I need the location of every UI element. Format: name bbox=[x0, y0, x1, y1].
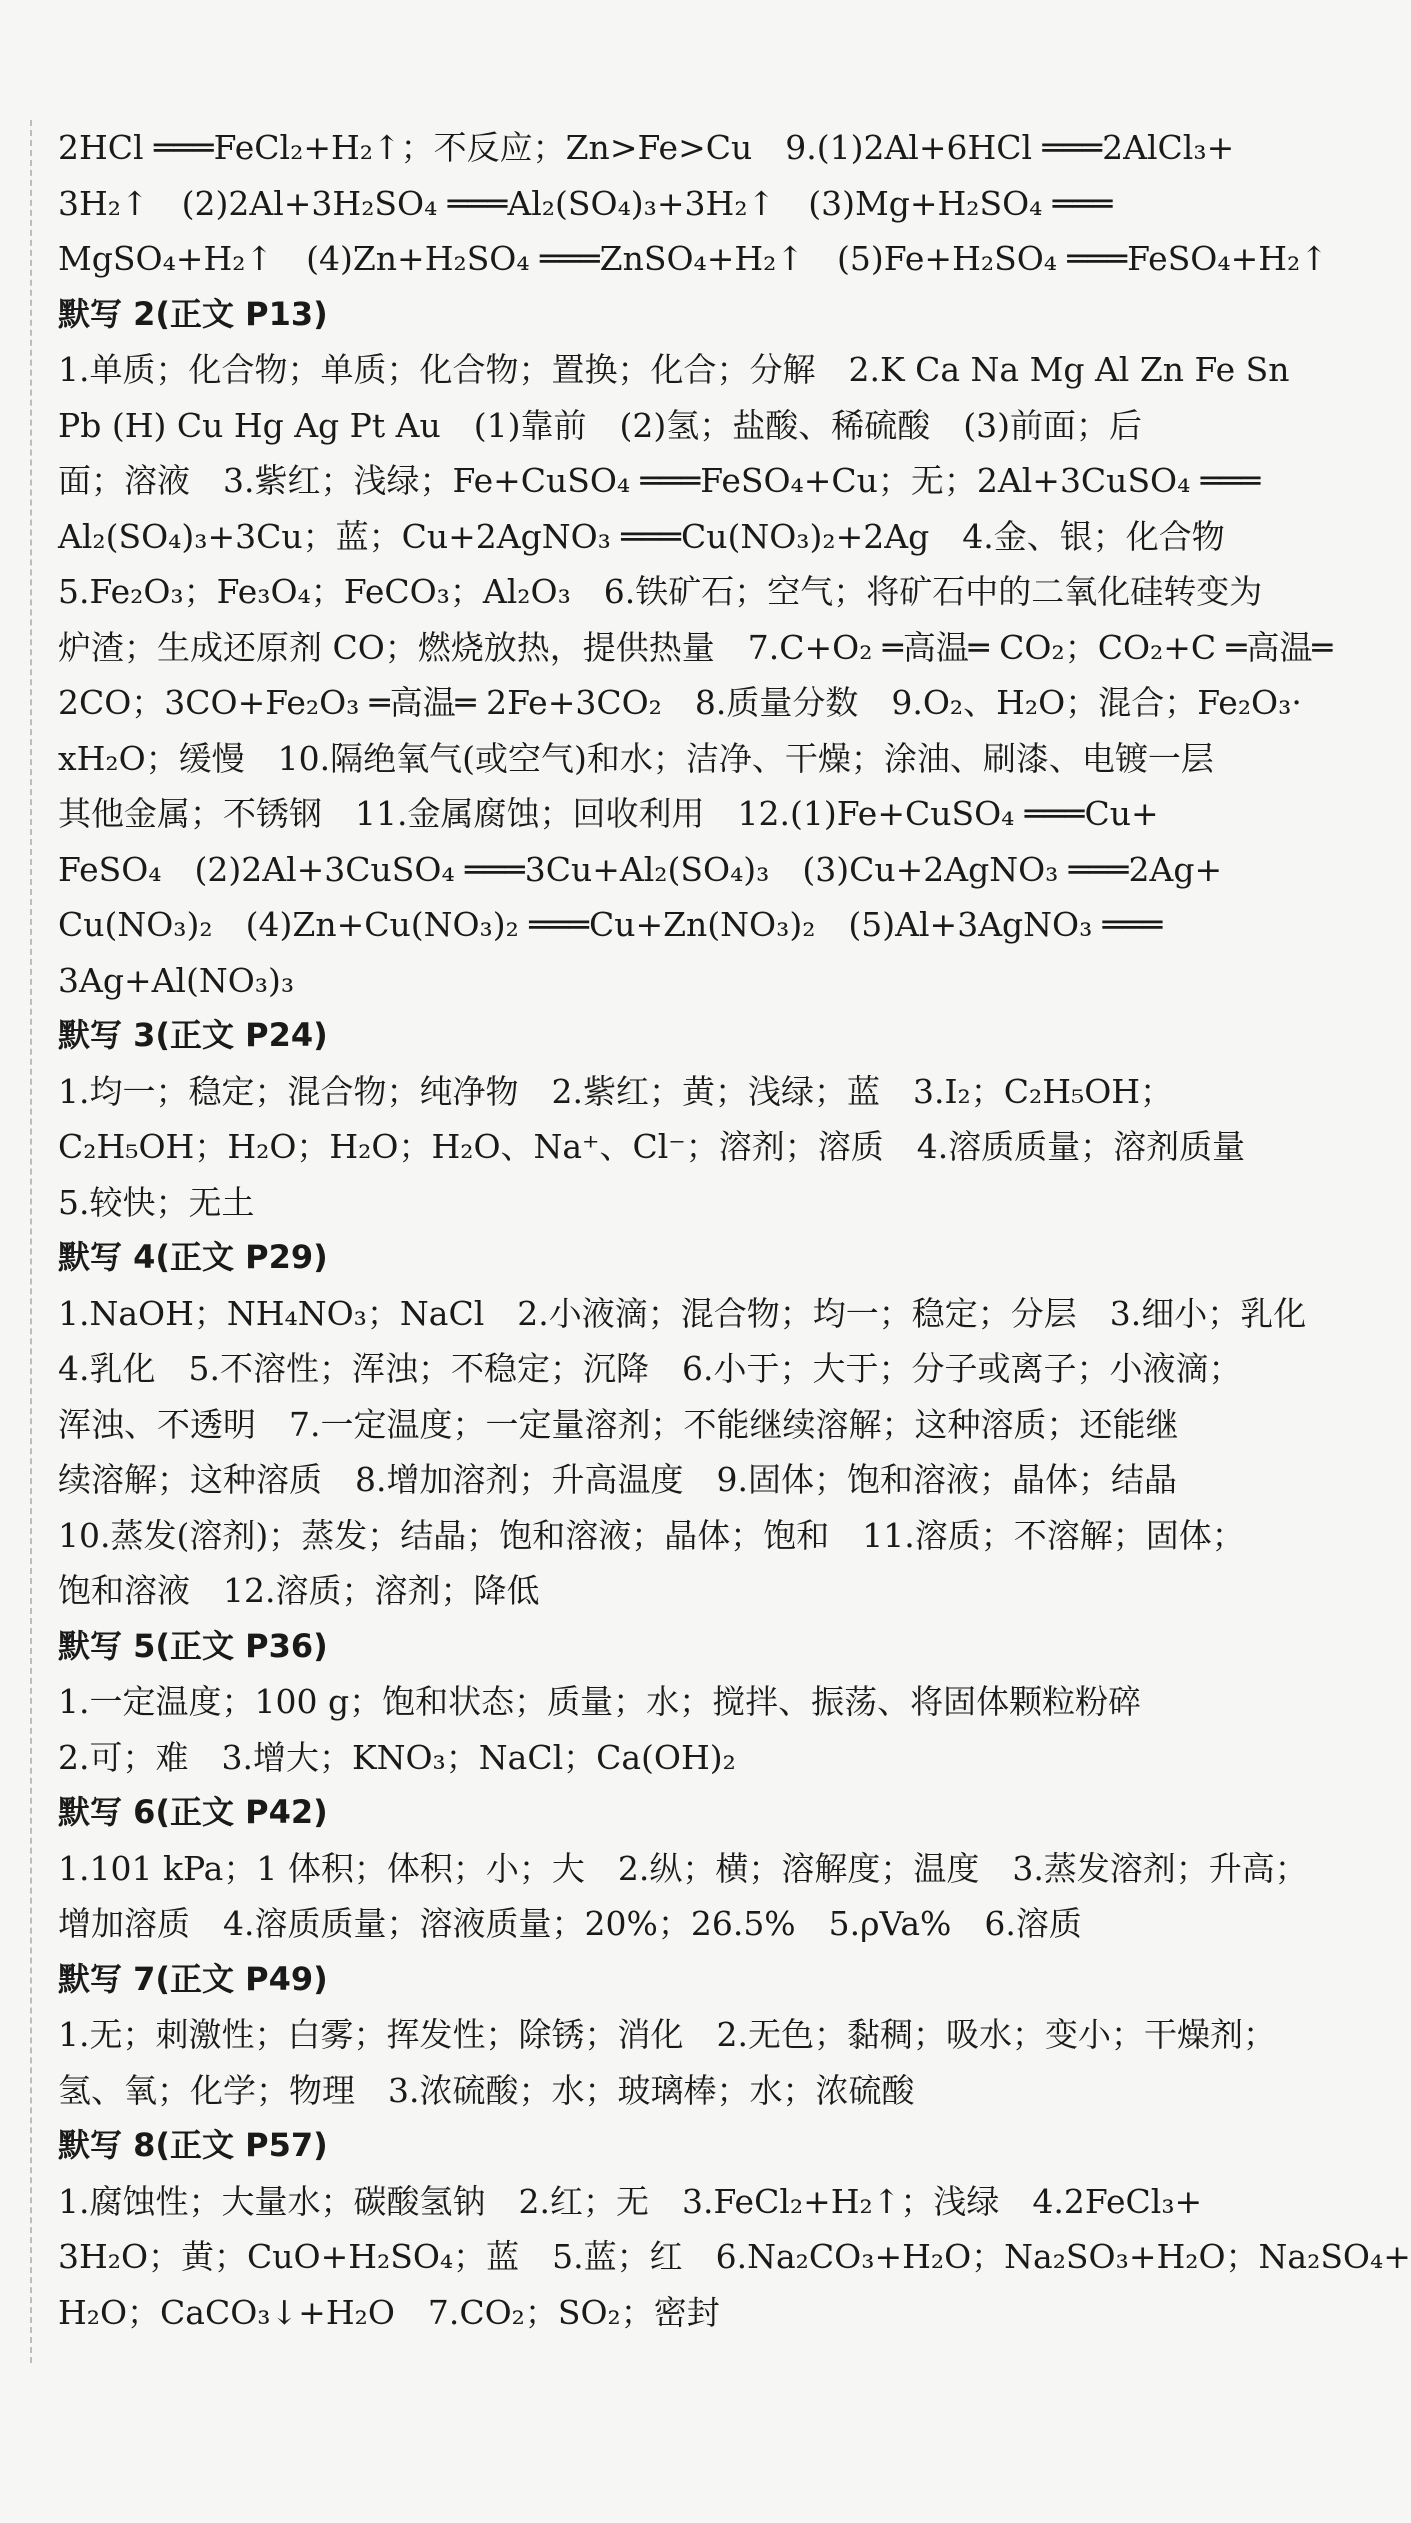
answer-line: 5.Fe₂O₃；Fe₃O₄；FeCO₃；Al₂O₃ 6.铁矿石；空气；将矿石中的二氧化硅转变为 bbox=[58, 572, 1263, 611]
answer-line: 炉渣；生成还原剂 CO；燃烧放热，提供热量 7.C+O₂ ═高温═ CO₂；CO₂+C ═高温═ bbox=[58, 627, 1333, 667]
answer-line: 5.较快；无土 bbox=[58, 1182, 255, 1222]
answer-line: C₂H₅OH；H₂O；H₂O；H₂O、Na⁺、Cl⁻；溶剂；溶质 4.溶质质量；溶剂质量 bbox=[58, 1127, 1246, 1166]
answer-line: 10.蒸发(溶剂)；蒸发；结晶；饱和溶液；晶体；饱和 11.溶质；不溶解；固体； bbox=[58, 1515, 1245, 1555]
answer-page bbox=[58, 120, 1411, 2340]
section-heading: 默写 7(正文 P49) bbox=[58, 1959, 328, 1998]
answer-line: 饱和溶液 12.溶质；溶剂；降低 bbox=[58, 1571, 540, 1610]
answer-line: 增加溶质 4.溶质质量；溶液质量；20%；26.5% 5.ρVa% 6.溶质 bbox=[58, 1904, 1082, 1943]
answer-line: Al₂(SO₄)₃+3Cu；蓝；Cu+2AgNO₃ ═══Cu(NO₃)₂+2Ag 4.金、银；化合物 bbox=[58, 516, 1225, 556]
answer-line: 浑浊、不透明 7.一定温度；一定量溶剂；不能继续溶解；这种溶质；还能继 bbox=[58, 1404, 1179, 1444]
answer-line: 3Ag+Al(NO₃)₃ bbox=[58, 960, 295, 1000]
answer-line: 3H₂O；黄；CuO+H₂SO₄；蓝 5.蓝；红 6.Na₂CO₃+H₂O；Na₂SO₃+H₂O；Na₂SO₄+ bbox=[58, 2237, 1411, 2276]
answer-line: Cu(NO₃)₂ (4)Zn+Cu(NO₃)₂ ═══Cu+Zn(NO₃)₂ (5)Al+3AgNO₃ ═══ bbox=[58, 905, 1163, 944]
answer-line: 2HCl ═══FeCl₂+H₂↑；不反应；Zn>Fe>Cu 9.(1)2Al+6HCl ═══2AlCl₃+ bbox=[58, 128, 1235, 167]
answer-line: MgSO₄+H₂↑ (4)Zn+H₂SO₄ ═══ZnSO₄+H₂↑ (5)Fe+H₂SO₄ ═══FeSO₄+H₂↑ bbox=[58, 239, 1328, 278]
answer-line: 1.101 kPa；1 体积；体积；小；大 2.纵；横；溶解度；温度 3.蒸发溶剂；升高； bbox=[58, 1848, 1308, 1888]
section-heading: 默写 6(正文 P42) bbox=[58, 1793, 328, 1831]
answer-line: 4.乳化 5.不溶性；浑浊；不稳定；沉降 6.小于；大于；分子或离子；小液滴； bbox=[58, 1349, 1242, 1388]
answer-line: xH₂O；缓慢 10.隔绝氧气(或空气)和水；洁净、干燥；涂油、刷漆、电镀一层 bbox=[58, 738, 1214, 778]
answer-line: 续溶解；这种溶质 8.增加溶剂；升高温度 9.固体；饱和溶液；晶体；结晶 bbox=[58, 1460, 1177, 1499]
answer-line: 其他金属；不锈钢 11.金属腐蚀；回收利用 12.(1)Fe+CuSO₄ ═══Cu+ bbox=[58, 794, 1159, 833]
section-heading: 默写 8(正文 P57) bbox=[58, 2126, 328, 2164]
answer-line: 1.均一；稳定；混合物；纯净物 2.紫红；黄；浅绿；蓝 3.I₂；C₂H₅OH； bbox=[58, 1071, 1174, 1111]
answer-line: H₂O；CaCO₃↓+H₂O 7.CO₂；SO₂；密封 bbox=[58, 2292, 720, 2332]
answer-line: 面；溶液 3.紫红；浅绿；Fe+CuSO₄ ═══FeSO₄+Cu；无；2Al+3CuSO₄ ═══ bbox=[58, 461, 1261, 500]
answer-line: 3H₂↑ (2)2Al+3H₂SO₄ ═══Al₂(SO₄)₃+3H₂↑ (3)Mg+H₂SO₄ ═══ bbox=[58, 183, 1113, 223]
answer-line: 氢、氧；化学；物理 3.浓硫酸；水；玻璃棒；水；浓硫酸 bbox=[58, 2070, 915, 2110]
answer-line: 1.NaOH；NH₄NO₃；NaCl 2.小液滴；混合物；均一；稳定；分层 3.细小；乳化 bbox=[58, 1293, 1307, 1333]
answer-line: 2.可；难 3.增大；KNO₃；NaCl；Ca(OH)₂ bbox=[58, 1737, 736, 1777]
answer-line: 2CO；3CO+Fe₂O₃ ═高温═ 2Fe+3CO₂ 8.质量分数 9.O₂、H₂O；混合；Fe₂O₃· bbox=[58, 683, 1302, 722]
answer-line: 1.一定温度；100 g；饱和状态；质量；水；搅拌、振荡、将固体颗粒粉碎 bbox=[58, 1682, 1142, 1721]
answer-line: Pb (H) Cu Hg Ag Pt Au (1)靠前 (2)氢；盐酸、稀硫酸 (3)前面；后 bbox=[58, 405, 1142, 445]
answer-line: 1.单质；化合物；单质；化合物；置换；化合；分解 2.K Ca Na Mg Al Zn Fe Sn bbox=[58, 350, 1290, 389]
answer-line: 1.无；刺激性；白雾；挥发性；除锈；消化 2.无色；黏稠；吸水；变小；干燥剂； bbox=[58, 2015, 1276, 2054]
section-heading: 默写 5(正文 P36) bbox=[58, 1626, 328, 1665]
section-heading: 默写 3(正文 P24) bbox=[58, 1016, 328, 1054]
section-heading: 默写 4(正文 P29) bbox=[58, 1238, 328, 1276]
binding-margin-line bbox=[30, 120, 32, 2363]
answer-line: FeSO₄ (2)2Al+3CuSO₄ ═══3Cu+Al₂(SO₄)₃ (3)Cu+2AgNO₃ ═══2Ag+ bbox=[58, 849, 1223, 889]
answer-line: 1.腐蚀性；大量水；碳酸氢钠 2.红；无 3.FeCl₂+H₂↑；浅绿 4.2FeCl₃+ bbox=[58, 2181, 1203, 2221]
section-heading: 默写 2(正文 P13) bbox=[58, 294, 328, 333]
